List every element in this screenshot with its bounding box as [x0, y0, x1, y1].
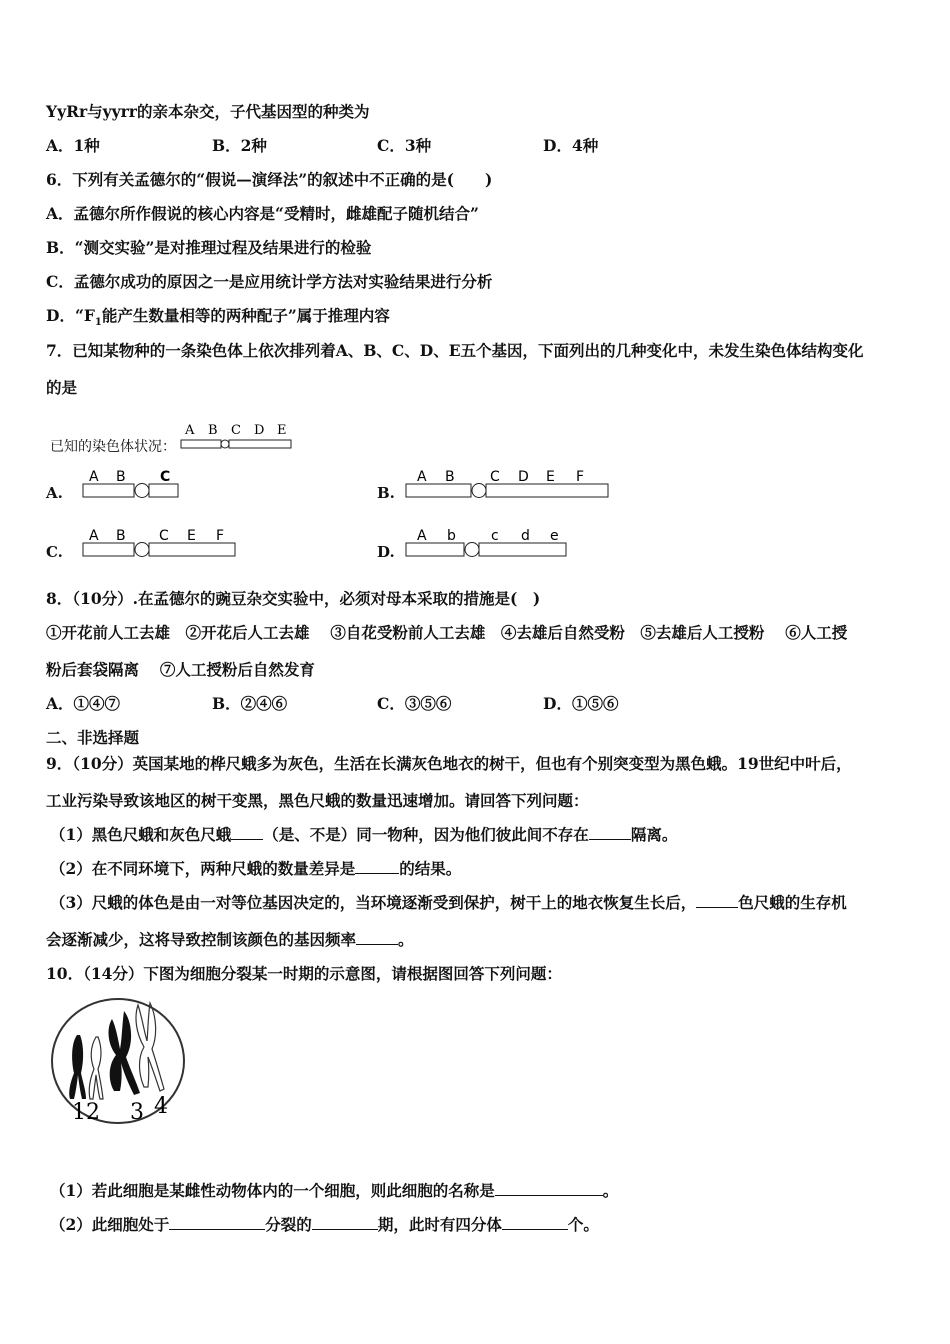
centromere — [221, 440, 229, 448]
q10-stem: 10．（14分）下图为细胞分裂某一时期的示意图，请根据图回答下列问题： — [46, 964, 562, 983]
chromosome-2 — [89, 1037, 103, 1099]
answer-blank[interactable] — [355, 859, 399, 874]
gene-label: D — [518, 469, 529, 485]
chromosome-arm — [486, 484, 608, 497]
q9-part2: （2）在不同环境下，两种尺蛾的数量差异是 的结果。 — [50, 859, 462, 878]
q7-option-c-figure — [82, 525, 242, 559]
q6-stem: 6．下列有关孟德尔的“假说—演绎法”的叙述中不正确的是( ) — [46, 170, 493, 189]
q6-option-a: A．孟德尔所作假说的核心内容是“受精时，雌雄配子随机结合” — [46, 204, 479, 223]
gene-label: C — [231, 423, 241, 438]
chromosome-4 — [136, 1003, 164, 1091]
chromosome-arm — [406, 484, 471, 497]
q6-option-c: C．孟德尔成功的原因之一是应用统计学方法对实验结果进行分析 — [46, 272, 493, 291]
gene-label: C — [160, 469, 171, 485]
q8-choices-line2: 粉后套袋隔离 ⑦人工授粉后自然发育 — [46, 660, 315, 679]
answer-blank[interactable] — [589, 825, 631, 840]
q7-option-b-figure — [405, 466, 613, 500]
gene-label: F — [576, 469, 585, 485]
gene-label: e — [550, 528, 559, 544]
gene-label: B — [116, 469, 126, 485]
q9-part1: （1）黑色尺蛾和灰色尺蛾 （是、不是）同一物种，因为他们彼此间不存在 隔离。 — [50, 825, 678, 844]
chromosome-number-label: 2 — [86, 1100, 100, 1125]
gene-label: A — [185, 423, 195, 438]
q10-part2: （2）此细胞处于 分裂的 期，此时有四分体 个。 — [50, 1215, 599, 1234]
centromere — [472, 484, 486, 498]
gene-label: E — [277, 423, 287, 438]
gene-label: F — [216, 528, 225, 544]
q5-option-b: B．2种 — [212, 136, 267, 155]
q9-part3-line1: （3）尺蛾的体色是由一对等位基因决定的，当环境逐渐受到保护，树干上的地衣恢复生长后， 色尺蛾的生存机 — [50, 893, 847, 912]
q5-option-a: A．1种 — [46, 136, 100, 155]
gene-label: E — [187, 528, 196, 544]
gene-label: B — [116, 528, 126, 544]
gene-label: C — [159, 528, 169, 544]
centromere — [465, 543, 479, 557]
q5-option-d: D．4种 — [543, 136, 599, 155]
q8-option-c: C．③⑤⑥ — [377, 694, 452, 713]
chromosome-arm — [181, 440, 221, 448]
gene-label: C — [490, 469, 500, 485]
chromosome-1 — [69, 1035, 86, 1099]
q5-option-c: C．3种 — [377, 136, 432, 155]
q9-part3-line2: 会逐渐减少，这将导致控制该颜色的基因频率 。 — [46, 930, 414, 949]
q9-stem-line2: 工业污染导致该地区的树干变黑，黑色尺蛾的数量迅速增加。请回答下列问题： — [46, 791, 589, 810]
answer-blank[interactable] — [169, 1215, 265, 1230]
q8-option-b: B．②④⑥ — [212, 694, 288, 713]
answer-blank[interactable] — [231, 825, 263, 840]
q7-option-a-figure — [82, 466, 186, 500]
gene-label: b — [447, 528, 456, 544]
q7-option-d-figure — [405, 525, 573, 559]
answer-blank[interactable] — [502, 1215, 568, 1230]
gene-label: A — [417, 528, 427, 544]
chromosome-arm — [83, 543, 134, 556]
cell-division-figure — [50, 995, 190, 1135]
q10-part1: （1）若此细胞是某雌性动物体内的一个细胞，则此细胞的名称是 。 — [50, 1181, 619, 1200]
centromere — [135, 484, 149, 498]
q7-option-d-label: D. — [377, 543, 395, 561]
gene-label: E — [546, 469, 555, 485]
chromosome-number-label: 1 — [72, 1100, 86, 1125]
chromosome-arm — [149, 484, 178, 497]
q7-option-c-label: C. — [46, 543, 63, 561]
gene-label: A — [89, 528, 99, 544]
answer-blank[interactable] — [696, 893, 738, 908]
q8-stem: 8．（10分）.在孟德尔的豌豆杂交实验中，必须对母本采取的措施是( ) — [46, 589, 541, 608]
q7-stem-line2: 的是 — [46, 378, 78, 397]
chromosome-3 — [109, 1011, 140, 1095]
q5-stem: YyRr与yyrr的亲本杂交，子代基因型的种类为 — [46, 102, 370, 121]
gene-label: D — [254, 423, 265, 438]
gene-label: A — [417, 469, 427, 485]
section-heading: 二、非选择题 — [46, 728, 140, 747]
q8-option-d: D．①⑤⑥ — [543, 694, 619, 713]
known-chromosome-label: 已知的染色体状况： — [50, 439, 176, 455]
chromosome-arm — [406, 543, 464, 556]
chromosome-number-label: 3 — [130, 1100, 144, 1125]
answer-blank[interactable] — [495, 1181, 603, 1196]
q6-option-b: B．“测交实验”是对推理过程及结果进行的检验 — [46, 238, 372, 257]
centromere — [135, 543, 149, 557]
answer-blank[interactable] — [312, 1215, 378, 1230]
q7-option-a-label: A. — [46, 484, 63, 502]
chromosome-arm — [149, 543, 235, 556]
chromosome-number-label: 4 — [154, 1094, 168, 1119]
gene-label: d — [521, 528, 530, 544]
q9-stem-line1: 9．（10分）英国某地的桦尺蛾多为灰色，生活在长满灰色地衣的树干，但也有个别突变型为黑色蛾。19世纪中叶后， — [46, 754, 852, 773]
chromosome-arm — [479, 543, 566, 556]
chromosome-arm — [83, 484, 134, 497]
q8-choices-line1: ①开花前人工去雄 ②开花后人工去雄 ③自花受粉前人工去雄 ④去雄后自然受粉 ⑤去雄后人工授粉 ⑥人工授 — [46, 623, 848, 642]
q7-stem-line1: 7．已知某物种的一条染色体上依次排列着A、B、C、D、E五个基因，下面列出的几种变化中，未发生染色体结构变化 — [46, 341, 864, 360]
answer-blank[interactable] — [356, 930, 398, 945]
gene-label: B — [208, 423, 218, 438]
chromosome-arm — [229, 440, 291, 448]
gene-label: B — [445, 469, 455, 485]
q8-option-a: A．①④⑦ — [46, 694, 121, 713]
gene-label: A — [89, 469, 99, 485]
known-chromosome-figure — [178, 420, 298, 456]
q7-option-b-label: B. — [377, 484, 395, 502]
gene-label: c — [491, 528, 499, 544]
q6-option-d: D．“$F_1$能产生数量相等的两种配子”属于推理内容 — [46, 306, 390, 329]
